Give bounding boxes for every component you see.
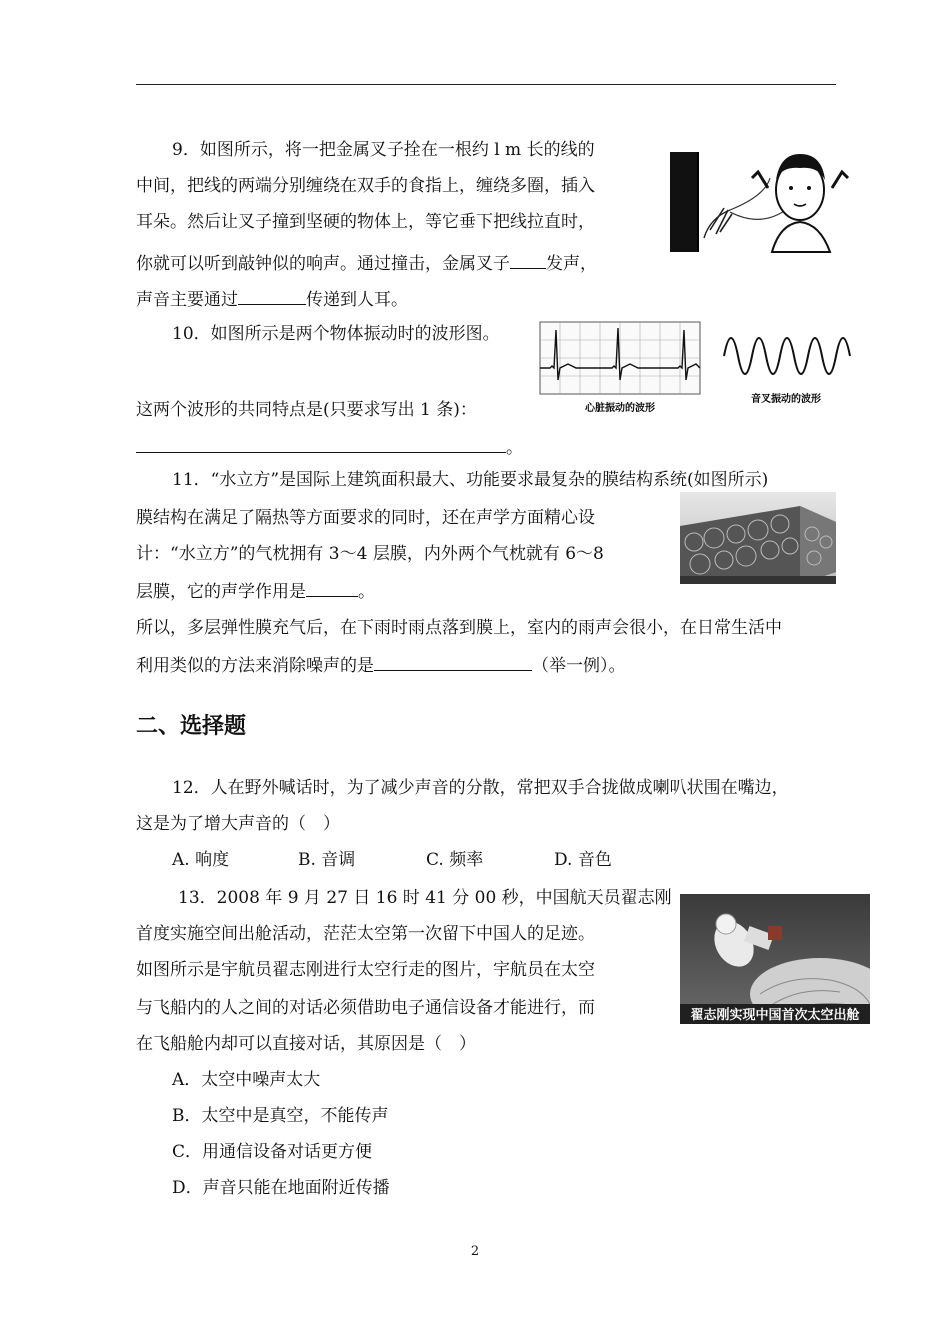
q12-option-a[interactable]: A. 响度: [172, 850, 230, 870]
q9-line-5: 声音主要通过 传递到人耳。: [136, 286, 408, 312]
q9-fork-figure: [670, 148, 856, 254]
q13-option-c[interactable]: C．用通信设备对话更方便: [172, 1142, 373, 1162]
q11-line-6: 利用类似的方法来消除噪声的是 （举一例）。: [136, 652, 626, 678]
q12-line-2: 这是为了增大声音的（ ）: [136, 814, 340, 834]
header-rule: [136, 84, 836, 85]
page-number: 2: [470, 1244, 480, 1259]
q9-blank-1[interactable]: [510, 250, 546, 269]
q11-line-5: 所以，多层弹性膜充气后，在下雨时雨点落到膜上，室内的雨声会很小，在日常生活中: [136, 618, 782, 638]
q9-line-3: 耳朵。然后让叉子撞到坚硬的物体上，等它垂下把线拉直时，: [136, 212, 595, 232]
q13-line-3: 如图所示是宇航员翟志刚进行太空行走的图片，宇航员在太空: [136, 960, 595, 980]
q10-line-1: 10．如图所示是两个物体振动时的波形图。: [172, 324, 500, 344]
q10-line-2: 这两个波形的共同特点是(只要求写出 1 条)：: [136, 400, 477, 420]
q13-line-4: 与飞船内的人之间的对话必须借助电子通信设备才能进行，而: [136, 998, 595, 1018]
q10-answer-blank[interactable]: [136, 434, 506, 453]
q13-option-b[interactable]: B．太空中是真空，不能传声: [172, 1106, 389, 1126]
q13-line-1: 13．2008 年 9 月 27 日 16 时 41 分 00 秒，中国航天员翟志刚: [178, 888, 672, 908]
q13-line-5: 在飞船舱内却可以直接对话，其原因是（ ）: [136, 1034, 476, 1054]
q9-line-2: 中间，把线的两端分别缠绕在双手的食指上，缠绕多圈，插入: [136, 176, 595, 196]
q12-line-1: 12．人在野外喊话时，为了减少声音的分散，常把双手合拢做成喇叭状围在嘴边，: [172, 778, 789, 798]
q13-option-a[interactable]: A．太空中噪声太大: [172, 1070, 321, 1090]
heart-waveform-caption: 心脏振动的波形: [585, 403, 655, 414]
q9-line-4: 你就可以听到敲钟似的响声。通过撞击，金属叉子 发声，: [136, 250, 597, 276]
water-cube-photo: [680, 492, 836, 584]
q9-blank-2[interactable]: [238, 286, 306, 305]
section-2-heading: 二、选择题: [136, 714, 247, 739]
q11-blank-2[interactable]: [374, 652, 532, 671]
q11-line-2: 膜结构在满足了隔热等方面要求的同时，还在声学方面精心设: [136, 508, 595, 528]
q13-option-d[interactable]: D．声音只能在地面附近传播: [172, 1178, 390, 1198]
spacewalk-photo: [680, 894, 870, 1024]
tuning-fork-waveform-figure: [718, 320, 854, 416]
q10-line-3: 。: [136, 434, 523, 460]
q9-line-1: 9．如图所示，将一把金属叉子拴在一根约 l m 长的线的: [172, 140, 595, 160]
q11-line-3: 计：“水立方”的气枕拥有 3～4 层膜，内外两个气枕就有 6～8: [136, 544, 604, 564]
q13-line-2: 首度实施空间出舱活动，茫茫太空第一次留下中国人的足迹。: [136, 924, 595, 944]
q11-blank-1[interactable]: [306, 578, 358, 597]
q11-line-1: 11．“水立方”是国际上建筑面积最大、功能要求最复杂的膜结构系统(如图所示): [172, 470, 769, 490]
q12-option-d[interactable]: D. 音色: [554, 850, 612, 870]
spacewalk-caption: 翟志刚实现中国首次太空出舱: [690, 1008, 860, 1023]
q11-line-4: 层膜，它的声学作用是 。: [136, 578, 375, 604]
q12-option-b[interactable]: B. 音调: [298, 850, 356, 870]
fork-waveform-caption: 音叉振动的波形: [751, 394, 821, 405]
heart-waveform-figure: [538, 320, 704, 416]
q12-option-c[interactable]: C. 频率: [426, 850, 484, 870]
